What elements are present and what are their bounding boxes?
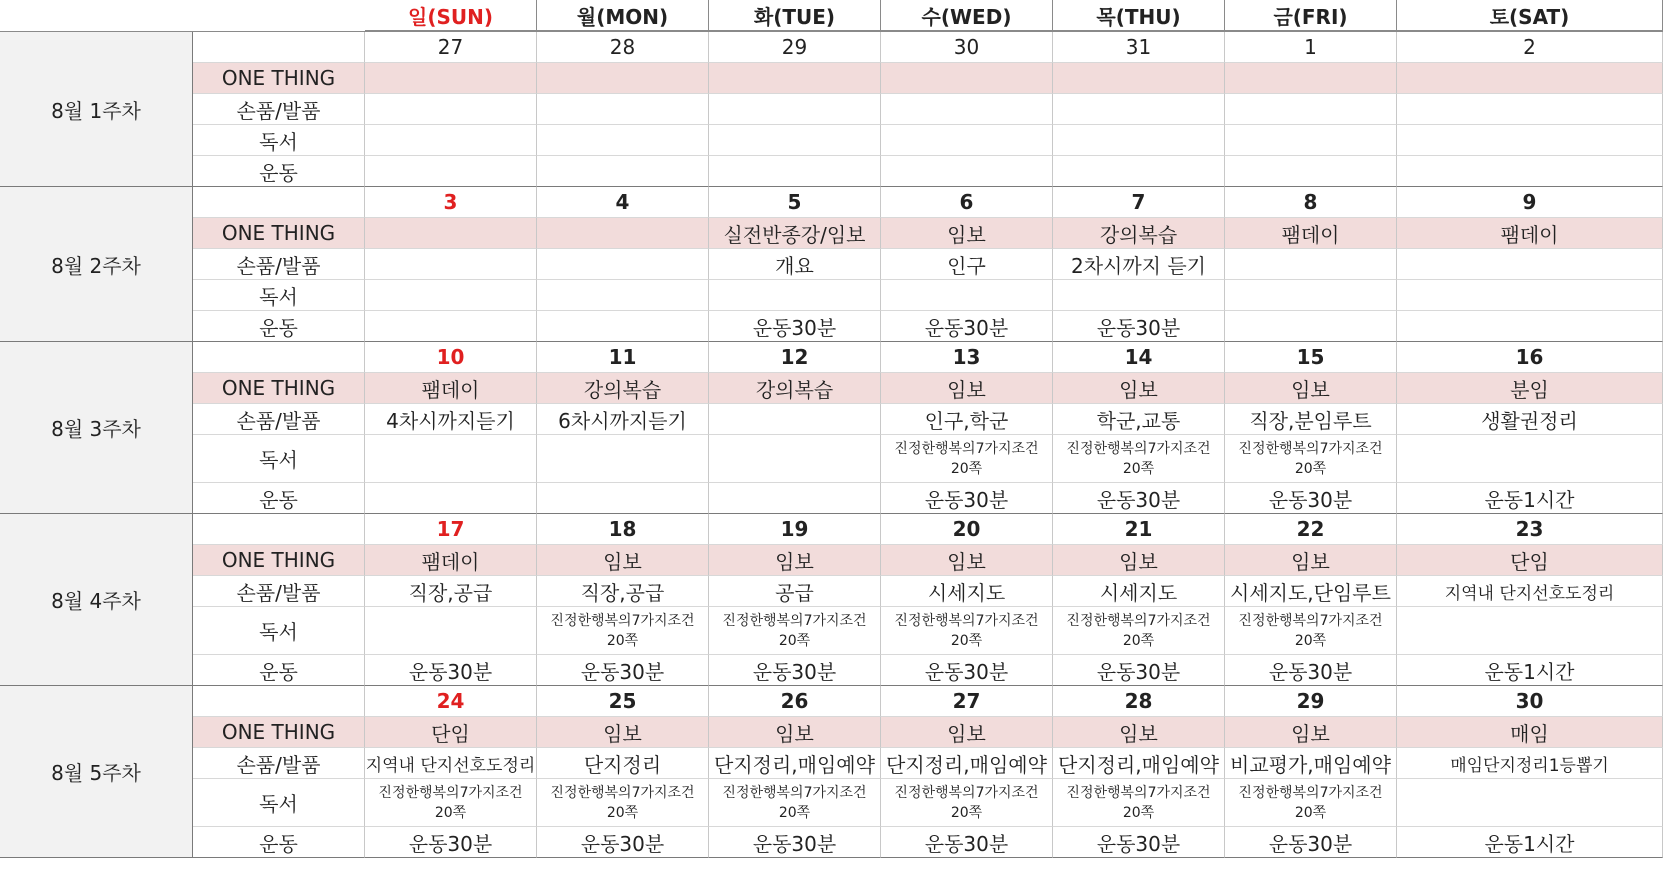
reading-pages: 20쪽	[1294, 804, 1327, 821]
date-cell: 19	[709, 514, 881, 545]
reading-title: 진정한행복의7가지조건	[1238, 784, 1383, 801]
reading-pages: 20쪽	[778, 632, 811, 649]
reading-pages: 20쪽	[1294, 632, 1327, 649]
one-thing-cell	[365, 218, 537, 249]
date-cell: 18	[537, 514, 709, 545]
date-cell: 21	[1053, 514, 1225, 545]
date-cell: 28	[537, 32, 709, 63]
date-cell: 17	[365, 514, 537, 545]
field-work-cell: 직장,공급	[537, 576, 709, 607]
exercise-cell: 운동30분	[881, 827, 1053, 858]
reading-title: 진정한행복의7가지조건	[550, 612, 695, 629]
field-work-cell: 직장,공급	[365, 576, 537, 607]
date-cell: 31	[1053, 32, 1225, 63]
reading-pages: 20쪽	[950, 632, 983, 649]
reading-cell	[1397, 435, 1663, 483]
reading-cell	[1225, 280, 1397, 311]
field-work-cell: 단지정리	[537, 748, 709, 779]
category-reading: 독서	[193, 435, 365, 483]
category-reading: 독서	[193, 779, 365, 827]
category-one-thing: ONE THING	[193, 373, 365, 404]
field-work-cell: 매임단지정리1등뽑기	[1397, 748, 1663, 779]
field-work-cell	[1225, 94, 1397, 125]
date-cell: 2	[1397, 32, 1663, 63]
date-cell: 28	[1053, 686, 1225, 717]
reading-title: 진정한행복의7가지조건	[722, 612, 867, 629]
category-blank	[193, 32, 365, 63]
field-work-cell: 학군,교통	[1053, 404, 1225, 435]
one-thing-cell: 임보	[881, 717, 1053, 748]
field-work-cell: 인구,학군	[881, 404, 1053, 435]
one-thing-cell	[1053, 63, 1225, 94]
exercise-cell	[1397, 311, 1663, 342]
date-cell: 7	[1053, 187, 1225, 218]
reading-cell	[1225, 435, 1397, 483]
one-thing-cell: 강의복습	[709, 373, 881, 404]
exercise-cell	[709, 156, 881, 187]
header-corner	[0, 0, 365, 32]
day-header: 목(THU)	[1053, 0, 1225, 32]
reading-cell	[1397, 125, 1663, 156]
one-thing-cell: 강의복습	[1053, 218, 1225, 249]
reading-pages: 20쪽	[434, 804, 467, 821]
exercise-cell	[365, 483, 537, 514]
field-work-cell: 시세지도,단임루트	[1225, 576, 1397, 607]
day-header: 월(MON)	[537, 0, 709, 32]
one-thing-cell: 임보	[537, 717, 709, 748]
reading-cell	[709, 435, 881, 483]
date-cell: 30	[881, 32, 1053, 63]
reading-cell	[1225, 125, 1397, 156]
date-cell: 30	[1397, 686, 1663, 717]
one-thing-cell	[709, 63, 881, 94]
field-work-cell	[1225, 249, 1397, 280]
reading-cell	[1053, 435, 1225, 483]
one-thing-cell: 임보	[1225, 545, 1397, 576]
field-work-cell: 2차시까지 듣기	[1053, 249, 1225, 280]
reading-cell	[1225, 607, 1397, 655]
field-work-cell	[365, 249, 537, 280]
date-cell: 10	[365, 342, 537, 373]
reading-cell	[709, 280, 881, 311]
reading-title: 진정한행복의7가지조건	[1066, 440, 1211, 457]
reading-pages: 20쪽	[606, 804, 639, 821]
reading-cell	[881, 280, 1053, 311]
reading-cell	[365, 779, 537, 827]
category-exercise: 운동	[193, 655, 365, 686]
field-work-cell	[881, 94, 1053, 125]
exercise-cell	[365, 311, 537, 342]
category-exercise: 운동	[193, 311, 365, 342]
exercise-cell: 운동1시간	[1397, 655, 1663, 686]
field-work-cell: 개요	[709, 249, 881, 280]
date-cell: 6	[881, 187, 1053, 218]
exercise-cell: 운동30분	[365, 827, 537, 858]
one-thing-cell: 단임	[1397, 545, 1663, 576]
day-header: 금(FRI)	[1225, 0, 1397, 32]
exercise-cell	[537, 156, 709, 187]
field-work-cell	[709, 94, 881, 125]
exercise-cell: 운동30분	[709, 311, 881, 342]
exercise-cell: 운동30분	[1053, 483, 1225, 514]
reading-title: 진정한행복의7가지조건	[894, 784, 1039, 801]
date-cell: 23	[1397, 514, 1663, 545]
reading-cell	[709, 125, 881, 156]
exercise-cell	[1397, 156, 1663, 187]
field-work-cell: 시세지도	[1053, 576, 1225, 607]
field-work-cell: 직장,분임루트	[1225, 404, 1397, 435]
field-work-cell: 지역내 단지선호도정리	[365, 748, 537, 779]
category-exercise: 운동	[193, 483, 365, 514]
one-thing-cell: 팸데이	[1397, 218, 1663, 249]
category-field-work: 손품/발품	[193, 576, 365, 607]
exercise-cell: 운동30분	[537, 827, 709, 858]
date-cell: 24	[365, 686, 537, 717]
one-thing-cell	[365, 63, 537, 94]
reading-cell	[365, 607, 537, 655]
date-cell: 13	[881, 342, 1053, 373]
exercise-cell	[537, 311, 709, 342]
week-label: 8월 3주차	[0, 342, 193, 514]
category-reading: 독서	[193, 125, 365, 156]
field-work-cell: 공급	[709, 576, 881, 607]
reading-title: 진정한행복의7가지조건	[894, 612, 1039, 629]
exercise-cell	[537, 483, 709, 514]
date-cell: 9	[1397, 187, 1663, 218]
exercise-cell	[1225, 156, 1397, 187]
one-thing-cell	[1225, 63, 1397, 94]
reading-title: 진정한행복의7가지조건	[894, 440, 1039, 457]
field-work-cell	[365, 94, 537, 125]
week-label: 8월 5주차	[0, 686, 193, 858]
reading-cell	[365, 280, 537, 311]
one-thing-cell	[881, 63, 1053, 94]
date-cell: 22	[1225, 514, 1397, 545]
date-cell: 26	[709, 686, 881, 717]
exercise-cell: 운동30분	[1225, 655, 1397, 686]
reading-title: 진정한행복의7가지조건	[1066, 784, 1211, 801]
reading-cell	[1053, 125, 1225, 156]
date-cell: 15	[1225, 342, 1397, 373]
day-header: 화(TUE)	[709, 0, 881, 32]
reading-pages: 20쪽	[1122, 632, 1155, 649]
one-thing-cell: 분임	[1397, 373, 1663, 404]
reading-pages: 20쪽	[950, 460, 983, 477]
exercise-cell: 운동30분	[1225, 827, 1397, 858]
exercise-cell: 운동30분	[881, 483, 1053, 514]
date-cell: 27	[365, 32, 537, 63]
reading-cell	[881, 779, 1053, 827]
field-work-cell: 6차시까지듣기	[537, 404, 709, 435]
reading-cell	[1397, 607, 1663, 655]
field-work-cell	[537, 249, 709, 280]
exercise-cell: 운동30분	[365, 655, 537, 686]
category-one-thing: ONE THING	[193, 63, 365, 94]
exercise-cell	[365, 156, 537, 187]
reading-cell	[537, 607, 709, 655]
category-exercise: 운동	[193, 156, 365, 187]
one-thing-cell: 임보	[881, 545, 1053, 576]
exercise-cell: 운동30분	[709, 827, 881, 858]
one-thing-cell	[537, 63, 709, 94]
reading-title: 진정한행복의7가지조건	[550, 784, 695, 801]
field-work-cell	[537, 94, 709, 125]
exercise-cell: 운동30분	[881, 311, 1053, 342]
reading-cell	[709, 607, 881, 655]
date-cell: 1	[1225, 32, 1397, 63]
reading-pages: 20쪽	[950, 804, 983, 821]
field-work-cell: 시세지도	[881, 576, 1053, 607]
reading-pages: 20쪽	[1122, 460, 1155, 477]
reading-cell	[537, 779, 709, 827]
category-blank	[193, 514, 365, 545]
category-field-work: 손품/발품	[193, 748, 365, 779]
reading-title: 진정한행복의7가지조건	[378, 784, 523, 801]
reading-title: 진정한행복의7가지조건	[722, 784, 867, 801]
one-thing-cell: 임보	[1225, 373, 1397, 404]
one-thing-cell: 임보	[1225, 717, 1397, 748]
date-cell: 27	[881, 686, 1053, 717]
date-cell: 16	[1397, 342, 1663, 373]
field-work-cell	[1053, 94, 1225, 125]
date-cell: 29	[1225, 686, 1397, 717]
day-header: 일(SUN)	[365, 0, 537, 32]
reading-pages: 20쪽	[1294, 460, 1327, 477]
category-field-work: 손품/발품	[193, 94, 365, 125]
date-cell: 5	[709, 187, 881, 218]
exercise-cell: 운동30분	[1225, 483, 1397, 514]
reading-cell	[1397, 779, 1663, 827]
field-work-cell: 단지정리,매임예약	[1053, 748, 1225, 779]
category-blank	[193, 187, 365, 218]
reading-cell	[1053, 607, 1225, 655]
exercise-cell: 운동30분	[537, 655, 709, 686]
reading-pages: 20쪽	[606, 632, 639, 649]
one-thing-cell: 임보	[1053, 717, 1225, 748]
reading-cell	[1053, 779, 1225, 827]
date-cell: 25	[537, 686, 709, 717]
week-label: 8월 4주차	[0, 514, 193, 686]
category-reading: 독서	[193, 607, 365, 655]
date-cell: 14	[1053, 342, 1225, 373]
field-work-cell: 단지정리,매임예약	[709, 748, 881, 779]
reading-cell	[537, 435, 709, 483]
field-work-cell	[1397, 94, 1663, 125]
day-header: 토(SAT)	[1397, 0, 1663, 32]
field-work-cell: 단지정리,매임예약	[881, 748, 1053, 779]
date-cell: 29	[709, 32, 881, 63]
exercise-cell: 운동30분	[709, 655, 881, 686]
reading-title: 진정한행복의7가지조건	[1238, 612, 1383, 629]
week-label: 8월 1주차	[0, 32, 193, 187]
one-thing-cell: 임보	[537, 545, 709, 576]
reading-cell	[709, 779, 881, 827]
one-thing-cell: 팸데이	[1225, 218, 1397, 249]
date-cell: 4	[537, 187, 709, 218]
reading-cell	[881, 435, 1053, 483]
one-thing-cell: 임보	[881, 373, 1053, 404]
one-thing-cell: 임보	[1053, 373, 1225, 404]
category-blank	[193, 686, 365, 717]
date-cell: 11	[537, 342, 709, 373]
reading-cell	[1397, 280, 1663, 311]
reading-cell	[1225, 779, 1397, 827]
field-work-cell	[1397, 249, 1663, 280]
reading-cell	[537, 125, 709, 156]
category-one-thing: ONE THING	[193, 545, 365, 576]
one-thing-cell: 임보	[1053, 545, 1225, 576]
reading-pages: 20쪽	[1122, 804, 1155, 821]
exercise-cell: 운동30분	[1053, 827, 1225, 858]
reading-cell	[365, 435, 537, 483]
reading-cell	[365, 125, 537, 156]
one-thing-cell: 팸데이	[365, 545, 537, 576]
one-thing-cell: 실전반종강/임보	[709, 218, 881, 249]
one-thing-cell	[1397, 63, 1663, 94]
reading-title: 진정한행복의7가지조건	[1238, 440, 1383, 457]
exercise-cell: 운동1시간	[1397, 483, 1663, 514]
one-thing-cell: 임보	[709, 717, 881, 748]
exercise-cell	[1053, 156, 1225, 187]
date-cell: 3	[365, 187, 537, 218]
exercise-cell: 운동30분	[1053, 311, 1225, 342]
one-thing-cell: 임보	[881, 218, 1053, 249]
exercise-cell: 운동1시간	[1397, 827, 1663, 858]
exercise-cell	[881, 156, 1053, 187]
exercise-cell: 운동30분	[1053, 655, 1225, 686]
one-thing-cell: 임보	[709, 545, 881, 576]
one-thing-cell: 단임	[365, 717, 537, 748]
reading-cell	[881, 125, 1053, 156]
field-work-cell: 생활권정리	[1397, 404, 1663, 435]
field-work-cell: 지역내 단지선호도정리	[1397, 576, 1663, 607]
category-field-work: 손품/발품	[193, 404, 365, 435]
category-one-thing: ONE THING	[193, 218, 365, 249]
category-exercise: 운동	[193, 827, 365, 858]
exercise-cell: 운동30분	[881, 655, 1053, 686]
day-header: 수(WED)	[881, 0, 1053, 32]
field-work-cell: 4차시까지듣기	[365, 404, 537, 435]
exercise-cell	[709, 483, 881, 514]
exercise-cell	[1225, 311, 1397, 342]
one-thing-cell: 팸데이	[365, 373, 537, 404]
reading-cell	[537, 280, 709, 311]
category-blank	[193, 342, 365, 373]
one-thing-cell	[537, 218, 709, 249]
field-work-cell: 인구	[881, 249, 1053, 280]
reading-pages: 20쪽	[778, 804, 811, 821]
reading-cell	[881, 607, 1053, 655]
reading-title: 진정한행복의7가지조건	[1066, 612, 1211, 629]
date-cell: 20	[881, 514, 1053, 545]
one-thing-cell: 매임	[1397, 717, 1663, 748]
category-reading: 독서	[193, 280, 365, 311]
week-label: 8월 2주차	[0, 187, 193, 342]
field-work-cell: 비교평가,매임예약	[1225, 748, 1397, 779]
date-cell: 8	[1225, 187, 1397, 218]
category-field-work: 손품/발품	[193, 249, 365, 280]
category-one-thing: ONE THING	[193, 717, 365, 748]
one-thing-cell: 강의복습	[537, 373, 709, 404]
reading-cell	[1053, 280, 1225, 311]
date-cell: 12	[709, 342, 881, 373]
field-work-cell	[709, 404, 881, 435]
